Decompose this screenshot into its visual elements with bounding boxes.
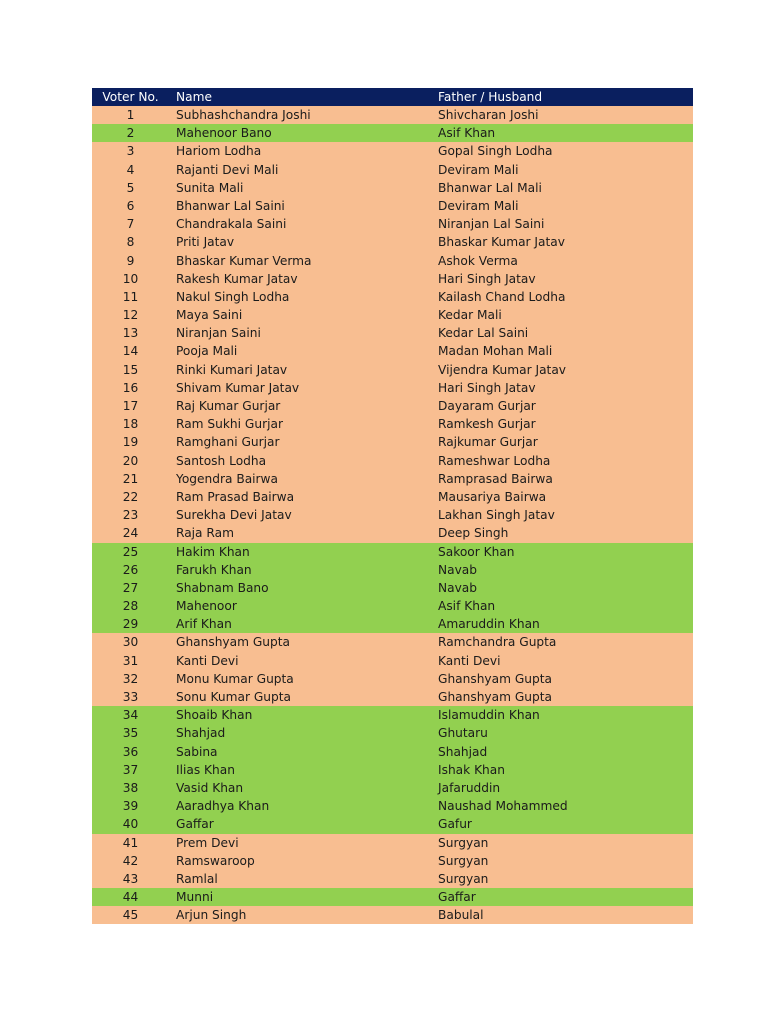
name-cell: Arjun Singh (176, 908, 247, 923)
name-cell: Aaradhya Khan (176, 799, 270, 814)
name-cell: Hakim Khan (176, 544, 250, 559)
voter-no-cell: 1 (126, 108, 135, 122)
father-husband-cell: Babulal (438, 908, 484, 923)
father-husband-cell: Vijendra Kumar Jatav (438, 362, 567, 377)
name-cell: Sonu Kumar Gupta (176, 690, 292, 704)
table-row (92, 797, 693, 815)
table-row (92, 652, 693, 670)
table-row (92, 470, 693, 488)
name-cell: Shahjad (176, 726, 226, 741)
table-row (92, 906, 693, 924)
table-row (92, 161, 693, 179)
father-husband-cell: Surgyan (438, 853, 489, 868)
name-cell: Shabnam Bano (176, 580, 269, 595)
table-row (92, 379, 693, 397)
table-row (92, 488, 693, 506)
father-husband-cell: Ramchandra Gupta (438, 635, 557, 650)
table-row (92, 197, 693, 215)
father-husband-cell: Deviram Mali (438, 198, 519, 213)
voter-no-cell: 2 (126, 126, 135, 141)
name-cell: Hariom Lodha (176, 144, 262, 159)
voter-no-cell: 12 (122, 308, 139, 323)
voter-no-cell: 4 (126, 162, 135, 177)
father-husband-cell: Asif Khan (438, 126, 496, 141)
voter-no-cell: 14 (122, 344, 139, 359)
header-father-husband: Father / Husband (438, 90, 543, 104)
name-cell: Prem Devi (176, 835, 239, 850)
table-row (92, 852, 693, 870)
father-husband-cell: Rameshwar Lodha (438, 453, 551, 468)
voter-no-cell: 7 (126, 217, 135, 232)
name-cell: Subhashchandra Joshi (176, 108, 311, 122)
table-header-row (92, 88, 693, 106)
table-row (92, 252, 693, 270)
name-cell: Shivam Kumar Jatav (176, 380, 300, 395)
table-row (92, 233, 693, 251)
table-row (92, 397, 693, 415)
table-row (92, 724, 693, 742)
father-husband-cell: Asif Khan (438, 599, 496, 614)
name-cell: Ram Prasad Bairwa (176, 489, 295, 504)
table-row (92, 561, 693, 579)
father-husband-cell: Shivcharan Joshi (438, 108, 539, 122)
voter-no-cell: 39 (122, 799, 139, 814)
table-row (92, 815, 693, 833)
father-husband-cell: Surgyan (438, 871, 489, 886)
voter-no-cell: 21 (122, 471, 139, 486)
father-husband-cell: Hari Singh Jatav (438, 271, 536, 286)
table-row (92, 761, 693, 779)
voter-no-cell: 3 (126, 144, 135, 159)
header-name: Name (176, 90, 212, 104)
name-cell: Rakesh Kumar Jatav (176, 271, 298, 286)
name-cell: Yogendra Bairwa (176, 471, 278, 486)
table-row (92, 288, 693, 306)
name-cell: Kanti Devi (176, 653, 239, 668)
voter-no-cell: 37 (122, 762, 139, 777)
father-husband-cell: Lakhan Singh Jatav (438, 508, 555, 523)
father-husband-cell: Ramprasad Bairwa (438, 471, 553, 486)
voter-no-cell: 10 (122, 271, 139, 286)
voter-no-cell: 19 (122, 435, 139, 450)
voter-no-cell: 8 (126, 235, 135, 250)
voter-no-cell: 27 (122, 580, 139, 595)
name-cell: Farukh Khan (176, 562, 252, 577)
header-voter-no: Voter No. (102, 90, 159, 104)
name-cell: Raj Kumar Gurjar (176, 399, 281, 413)
voter-no-cell: 33 (122, 690, 139, 704)
voter-no-cell: 16 (122, 380, 139, 395)
table-row (92, 597, 693, 615)
table-row (92, 670, 693, 688)
table-row (92, 543, 693, 561)
name-cell: Raja Ram (176, 526, 234, 541)
voter-no-cell: 32 (122, 671, 139, 686)
table-row (92, 415, 693, 433)
name-cell: Sabina (176, 744, 218, 759)
father-husband-cell: Kedar Lal Saini (438, 326, 529, 341)
voter-no-cell: 11 (122, 289, 139, 304)
table-row (92, 633, 693, 651)
voter-no-cell: 34 (122, 708, 139, 723)
table-row (92, 342, 693, 360)
voter-no-cell: 31 (122, 653, 139, 668)
voter-no-cell: 24 (122, 526, 139, 541)
voter-no-cell: 35 (122, 726, 139, 741)
table-row (92, 506, 693, 524)
table-row (92, 743, 693, 761)
father-husband-cell: Ghutaru (438, 726, 488, 741)
father-husband-cell: Bhanwar Lal Mali (438, 180, 542, 195)
name-cell: Munni (176, 890, 214, 905)
name-cell: Ram Sukhi Gurjar (176, 417, 283, 432)
father-husband-cell: Shahjad (438, 744, 488, 759)
name-cell: Ramlal (176, 871, 218, 886)
name-cell: Arif Khan (176, 617, 232, 632)
table-row (92, 324, 693, 342)
table-row (92, 615, 693, 633)
father-husband-cell: Surgyan (438, 835, 489, 850)
father-husband-cell: Ramkesh Gurjar (438, 417, 536, 432)
voter-no-cell: 26 (122, 562, 139, 577)
table-row (92, 142, 693, 160)
father-husband-cell: Sakoor Khan (438, 544, 515, 559)
voter-no-cell: 45 (122, 908, 139, 923)
voter-no-cell: 36 (122, 744, 139, 759)
name-cell: Sunita Mali (176, 180, 244, 195)
name-cell: Vasid Khan (176, 780, 244, 795)
father-husband-cell: Madan Mohan Mali (438, 344, 553, 359)
name-cell: Ramswaroop (176, 853, 255, 868)
name-cell: Ghanshyam Gupta (176, 635, 291, 650)
table-row (92, 270, 693, 288)
father-husband-cell: Ghanshyam Gupta (438, 690, 553, 704)
name-cell: Rinki Kumari Jatav (176, 362, 288, 377)
voter-no-cell: 40 (122, 817, 139, 832)
father-husband-cell: Bhaskar Kumar Jatav (438, 235, 565, 250)
table-row (92, 433, 693, 451)
name-cell: Monu Kumar Gupta (176, 671, 294, 686)
name-cell: Santosh Lodha (176, 453, 267, 468)
father-husband-cell: Dayaram Gurjar (438, 399, 536, 413)
table-row (92, 106, 693, 124)
voter-no-cell: 20 (122, 453, 139, 468)
voter-no-cell: 23 (122, 508, 139, 523)
voter-no-cell: 5 (126, 180, 135, 195)
voter-no-cell: 41 (122, 835, 139, 850)
table-row (92, 179, 693, 197)
name-cell: Maya Saini (176, 308, 243, 323)
father-husband-cell: Hari Singh Jatav (438, 380, 536, 395)
name-cell: Surekha Devi Jatav (176, 508, 292, 523)
voter-no-cell: 29 (122, 617, 139, 632)
father-husband-cell: Gopal Singh Lodha (438, 144, 553, 159)
voter-no-cell: 13 (122, 326, 139, 341)
name-cell: Chandrakala Saini (176, 217, 287, 232)
table-row (92, 306, 693, 324)
name-cell: Mahenoor (176, 599, 237, 614)
father-husband-cell: Kedar Mali (438, 308, 502, 323)
father-husband-cell: Islamuddin Khan (438, 708, 540, 723)
father-husband-cell: Gaffar (438, 890, 476, 905)
name-cell: Nakul Singh Lodha (176, 289, 290, 304)
name-cell: Priti Jatav (176, 235, 235, 250)
father-husband-cell: Navab (438, 580, 478, 595)
voter-no-cell: 44 (122, 890, 139, 905)
name-cell: Mahenoor Bano (176, 126, 272, 141)
voter-no-cell: 22 (122, 489, 139, 504)
voter-no-cell: 25 (122, 544, 139, 559)
name-cell: Pooja Mali (176, 344, 238, 359)
table-row (92, 834, 693, 852)
name-cell: Gaffar (176, 817, 214, 832)
father-husband-cell: Kailash Chand Lodha (438, 289, 566, 304)
table-row (92, 706, 693, 724)
table-row (92, 124, 693, 142)
table-row (92, 452, 693, 470)
table-row (92, 215, 693, 233)
voter-no-cell: 28 (122, 599, 139, 614)
table-row (92, 888, 693, 906)
table-row (92, 688, 693, 706)
father-husband-cell: Gafur (438, 817, 472, 832)
father-husband-cell: Jafaruddin (438, 780, 501, 795)
father-husband-cell: Niranjan Lal Saini (438, 217, 545, 232)
name-cell: Ramghani Gurjar (176, 435, 280, 450)
father-husband-cell: Ishak Khan (438, 762, 505, 777)
father-husband-cell: Mausariya Bairwa (438, 489, 547, 504)
table-row (92, 779, 693, 797)
voter-no-cell: 43 (122, 871, 139, 886)
table-row (92, 524, 693, 542)
voter-no-cell: 17 (122, 399, 139, 413)
table-row (92, 579, 693, 597)
father-husband-cell: Ashok Verma (438, 253, 518, 268)
father-husband-cell: Ghanshyam Gupta (438, 671, 553, 686)
voter-no-cell: 42 (122, 853, 139, 868)
voter-no-cell: 38 (122, 780, 139, 795)
name-cell: Rajanti Devi Mali (176, 162, 279, 177)
voter-no-cell: 18 (122, 417, 139, 432)
voter-no-cell: 6 (126, 198, 135, 213)
father-husband-cell: Navab (438, 562, 478, 577)
name-cell: Niranjan Saini (176, 326, 261, 341)
name-cell: Bhanwar Lal Saini (176, 198, 285, 213)
voter-no-cell: 30 (122, 635, 139, 650)
father-husband-cell: Kanti Devi (438, 653, 501, 668)
father-husband-cell: Amaruddin Khan (438, 617, 540, 632)
father-husband-cell: Rajkumar Gurjar (438, 435, 538, 450)
father-husband-cell: Deviram Mali (438, 162, 519, 177)
table-body (92, 106, 693, 924)
father-husband-cell: Deep Singh (438, 526, 509, 541)
voter-table (92, 88, 693, 924)
name-cell: Shoaib Khan (176, 708, 253, 723)
voter-no-cell: 9 (126, 253, 135, 268)
name-cell: Ilias Khan (176, 762, 235, 777)
name-cell: Bhaskar Kumar Verma (176, 253, 312, 268)
voter-no-cell: 15 (122, 362, 139, 377)
table-row (92, 361, 693, 379)
father-husband-cell: Naushad Mohammed (438, 799, 568, 814)
table-row (92, 870, 693, 888)
